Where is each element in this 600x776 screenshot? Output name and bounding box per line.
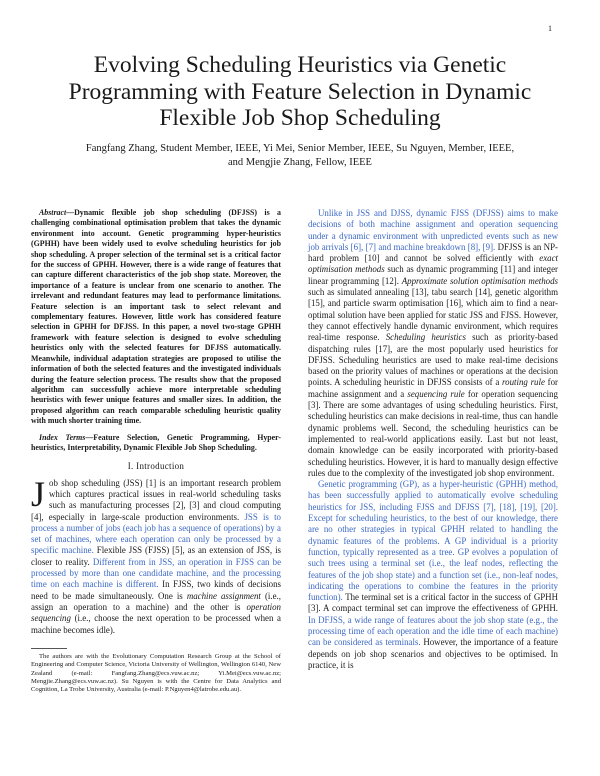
intro-paragraph xyxy=(31,473,282,636)
drop-cap: J xyxy=(31,473,46,514)
author-line-1: Fangfang Zhang, Student Member, IEEE, Yi Mei, Senior Member, IEEE, Su Nguyen, Member, IEEE, xyxy=(85,143,515,154)
right-text-l: for operation sequencing [3]. There are some advantages of using scheduling heuristics. First, scheduling heuristics can make decisions in real-time, thus can handle dynamic problems well. Second, the scheduling heuristics can be implemented to real-world applications easily. Last but not least, domain knowledge can be easily incorporated with priority-based scheduling heuristics. However, it is hard to manually design effective rules due to the complexity of the investigated job shop environment. xyxy=(308,388,558,478)
right-text-f: such as simulated annealing [13], tabu search [14], genetic algorithm [15], and particle swarm optimisation [16], which aim to find a near-optimal solution have been applied for static JSS and FJSS. However, they cannot effectively handle dynamic environment, which requires real-time response. xyxy=(308,287,558,343)
footnote-rule xyxy=(31,648,67,649)
right-text-j: for machine assignment and a xyxy=(308,377,558,399)
page-number: 1 xyxy=(548,24,552,33)
right-text-h: such as priority-based dispatching rules [17], are the most popularly used heuristics for DFJSS. Scheduling heuristics are used to make real-time decisions based on the priority values of machines or operations at the decision points. A scheduling heuristic in DFJSS consists of a xyxy=(308,332,558,388)
intro-text-e: In FJSS, two kinds of decisions need to be made simultaneously. One is xyxy=(31,579,282,601)
right-highlight-1: Unlike in JSS and DJSS, dynamic FJSS (DFJSS) aims to make decisions of both machine assignment and operation sequencing under a dynamic environment with unpredicted events such as new job arrivals [6], [7] and machine breakdown [8], [9]. xyxy=(308,208,558,252)
right-text-2b: The terminal set is a critical factor in the success of GPHH [3]. A compact terminal set can improve the effectiveness of GPHH. xyxy=(308,592,558,614)
intro-highlight-2: Different from in JSS, an operation in FJSS can be processed by more than one candidate machine, and the processing time on each machine is different. xyxy=(31,556,282,590)
right-column xyxy=(308,208,558,671)
right-text-d: such as dynamic programming [11] and integer linear programming [12]. xyxy=(308,264,558,286)
right-term-routing: routing rule xyxy=(502,377,545,388)
left-column xyxy=(31,208,281,695)
intro-text-g: (i.e., assign an operation to a machine) and the other is xyxy=(31,590,281,612)
abstract xyxy=(31,208,281,427)
index-terms xyxy=(31,433,281,454)
intro-highlight-1: JSS is to process a number of jobs (each job has a sequence of operations) by a set of machines, where each operation can only be processed by a specific machine. xyxy=(31,511,281,556)
index-terms-label: Index Terms xyxy=(39,432,86,442)
intro-text-i: (i.e., choose the next operation to be processed when a machine becomes idle). xyxy=(31,613,281,635)
right-highlight-2: Genetic programming (GP), as a hyper-heuristic (GPHH) method, has been successfully applied to automatically evolve scheduling heuristics for JSS, including FJSS and DFJSS [7], [18], [19], [20]. Except for scheduling heuristics, to the best of our knowledge, there are no other strategies in typical GPHH related to handling the dynamic features of the problems. A GP individual is a priority function, typically represented as a tree. GP evolves a population of such trees using a terminal set (i.e., the leaf nodes, reflecting the features of the job shop state) and a function set (i.e., non-leaf nodes, indicating the operations to combine the features in the priority function). xyxy=(308,479,558,603)
intro-text-a: ob shop scheduling (JSS) [1] is an important research problem which captures practical issues in real-world scheduling tasks such as manufacturing processes [2], [3] and cloud computing [4], especially in large-scale production environments. xyxy=(31,477,281,522)
index-terms-text: —Feature Selection, Genetic Programming, Hyper-heuristics, Interpretability, Dynamic Flexible Job Shop Scheduling. xyxy=(31,432,282,452)
right-text-b: DFJSS is an NP-hard problem [10] and cannot be solved efficiently with xyxy=(308,241,558,264)
right-term-exact: exact optimisation methods xyxy=(308,253,558,275)
author-block xyxy=(40,142,560,170)
intro-term-operation-sequencing: operation sequencing xyxy=(31,601,281,624)
right-paragraph-2 xyxy=(308,479,558,671)
author-line-2: and Mengjie Zhang, Fellow, IEEE xyxy=(228,157,372,168)
right-term-heuristics: Scheduling heuristics xyxy=(385,332,466,343)
abstract-text: —Dynamic flexible job shop scheduling (DFJSS) is a challenging combinational optimisation problem that takes the dynamic environment into account. Genetic programming hyper-heuristics (GPHH) have been widely used to evolve scheduling heuristics for job shop scheduling. A proper selection of the terminal set is a critical factor for the success of GPHH. However, there is a wide range of features that can capture different characteristics of the job shop state. Moreover, the importance of a feature is unclear from one scenario to another. The irrelevant and redundant features may lead to performance limitations. Feature selection is an important task to select relevant and complementary features. However, little work has considered feature selection in GPHH for DFJSS. In this paper, a novel two-stage GPHH framework with feature selection is designed to evolve scheduling heuristics only with the selected features for DFJSS automatically. Meanwhile, individual adaptation strategies are proposed to utilise the information of both the selected features and the investigated individuals during the feature selection process. The results show that the proposed algorithm can successfully achieve more interpretable scheduling heuristics with fewer unique features and smaller sizes. In addition, the proposed algorithm can reach comparable scheduling heuristic quality with much shorter training time. xyxy=(31,208,281,426)
paper-title: Evolving Scheduling Heuristics via Genetic Programming with Feature Selection in Dynamic Flexible Job Shop Scheduling xyxy=(68,52,532,131)
right-highlight-3: In DFJSS, a wide range of features about the job shop state (e.g., the processing time of each operation and the idle time of each machine) can be considered as terminals. xyxy=(308,614,558,648)
right-term-approx: Approximate solution optimisation methods xyxy=(401,275,558,286)
intro-term-machine-assignment: machine assignment xyxy=(186,590,261,601)
right-text-2d: However, the importance of a feature depends on job shop scenarios and objectives to be optimised. In practice, it is xyxy=(308,637,558,670)
right-paragraph-1 xyxy=(308,208,558,479)
abstract-label: Abstract xyxy=(39,208,67,217)
footnote: The authors are with the Evolutionary Computation Research Group at the School of Engineering and Computer Science, Victoria University of Wellington, Wellington 6140, New Zealand (e-mail: Fangfang.Zhang@ecs.vuw.ac.nz; Yi.Mei@ecs.vuw.ac.nz; Mengjie.Zhang@ecs.vuw.ac.nz). Su Nguyen is with the Centre for Data Analytics and Cognition, La Trobe University, Australia (e-mail: P.Nguyen4@latrobe.edu.au). xyxy=(31,652,281,694)
section-heading: I. Introduction xyxy=(127,461,185,472)
intro-text-c: Flexible JSS (FJSS) [5], as an extension of JSS, is closer to reality. xyxy=(31,545,281,567)
right-term-sequencing: sequencing rule xyxy=(407,388,465,399)
